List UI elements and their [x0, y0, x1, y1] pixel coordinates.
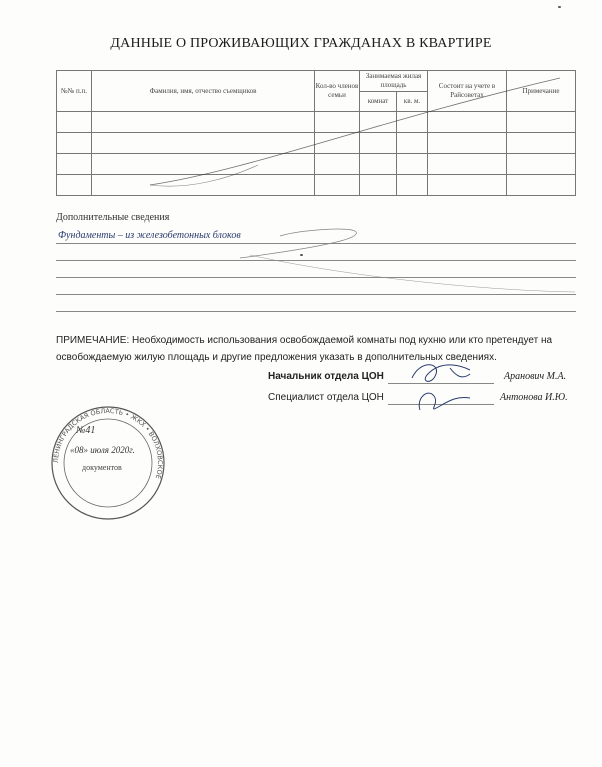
stamp-label: документов — [82, 463, 122, 472]
signature-role-specialist: Специалист отдела ЦОН — [268, 392, 384, 403]
stamp-date: «08» июля 2020г. — [70, 445, 135, 455]
additional-info-handwritten: Фундаменты – из железобетонных блоков — [58, 230, 241, 241]
signature-name-specialist: Антонова И.Ю. — [500, 392, 568, 403]
col-header-area: Занимаемая жилая площадь — [360, 71, 428, 92]
col-header-members: Кол-во членов семьи — [315, 71, 360, 112]
page-title: ДАННЫЕ О ПРОЖИВАЮЩИХ ГРАЖДАНАХ В КВАРТИРЕ — [110, 36, 492, 51]
note-paragraph: ПРИМЕЧАНИЕ: Необходимость использования освобождаемой комнаты под кухню или кто претендует на освобождаемую жилую площадь и другие предложения указать в дополнительных сведениях. — [56, 335, 553, 363]
svg-text:ЛЕНИНГРАДСКАЯ ОБЛАСТЬ • ЖКХ •: ЛЕНИНГРАДСКАЯ ОБЛАСТЬ • ЖКХ • ВОЛХОВСКОЕ — [51, 406, 165, 480]
col-header-rooms: комнат — [360, 91, 397, 112]
scan-speck — [300, 254, 303, 256]
col-header-name: Фамилия, имя, отчество съемщиков — [92, 71, 315, 112]
stamp-number: №41 — [76, 425, 96, 436]
additional-info-label: Дополнительные сведения — [56, 212, 170, 223]
official-stamp — [48, 403, 168, 523]
signature-name-head: Аранович М.А. — [504, 371, 567, 382]
signature-role-head: Начальник отдела ЦОН — [268, 371, 384, 382]
col-header-registry: Состоит на учете в Райсоветах — [428, 71, 507, 112]
col-header-sqm: кв. м. — [397, 91, 428, 112]
col-header-remark: Примечание — [507, 71, 576, 112]
col-header-num: №№ п.п. — [57, 71, 92, 112]
scan-speck — [558, 6, 561, 8]
